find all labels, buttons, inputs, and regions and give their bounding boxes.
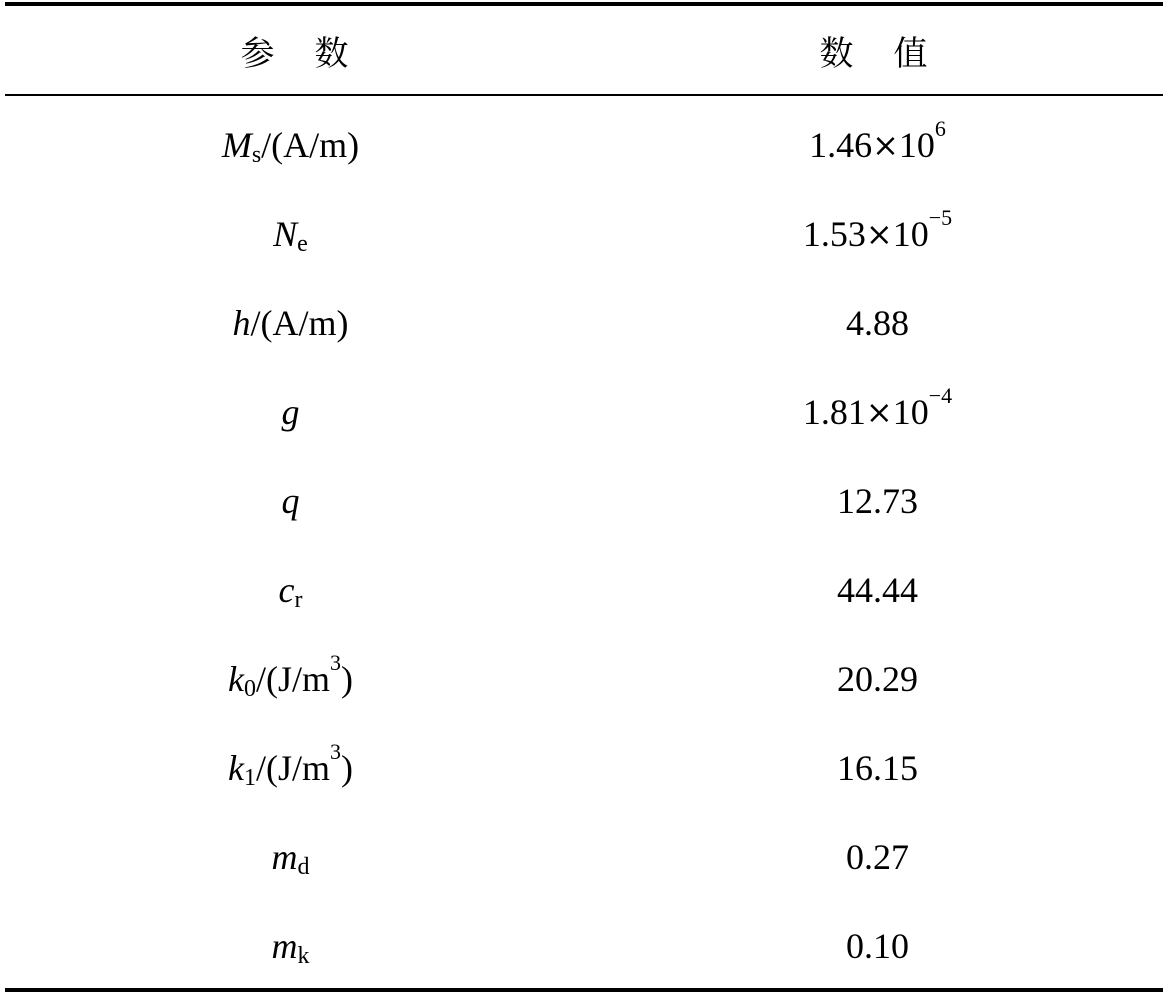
param-unit-close: )	[341, 658, 353, 699]
value-times-sign: ×	[865, 392, 893, 431]
param-subscript: r	[294, 586, 303, 613]
param-symbol: m	[271, 836, 298, 877]
param-unit-close: )	[341, 747, 353, 788]
value-mantissa: 4.88	[846, 302, 909, 343]
value-cell	[582, 189, 1163, 278]
param-subscript: k	[297, 942, 310, 969]
param-unit: /(A/m)	[250, 302, 349, 343]
param-unit-exponent: 3	[330, 738, 341, 764]
param-subscript: e	[297, 230, 308, 257]
param-unit: /(A/m)	[261, 124, 360, 165]
table-row	[5, 367, 1163, 456]
param-cell	[5, 367, 582, 456]
param-symbol: k	[228, 747, 244, 788]
value-cell	[582, 278, 1163, 367]
param-cell	[5, 456, 582, 545]
param-symbol: N	[273, 213, 298, 254]
param-unit-exponent: 3	[330, 649, 341, 675]
value-mantissa: 0.27	[846, 836, 909, 877]
param-cell	[5, 634, 582, 723]
value-exponent: 6	[934, 115, 946, 141]
value-cell	[582, 456, 1163, 545]
table-row	[5, 901, 1163, 990]
param-cell	[5, 723, 582, 812]
param-subscript: d	[297, 853, 310, 880]
param-symbol: k	[228, 658, 244, 699]
param-symbol: M	[221, 124, 252, 165]
header-row	[5, 6, 1163, 94]
value-cell	[582, 723, 1163, 812]
value-exponent: −5	[928, 204, 953, 230]
value-mantissa: 16.15	[837, 747, 918, 788]
header-rule	[5, 94, 1163, 96]
param-symbol: h	[232, 302, 251, 343]
value-times-sign: ×	[872, 125, 899, 164]
param-cell	[5, 189, 582, 278]
table-row	[5, 456, 1163, 545]
value-cell	[582, 901, 1163, 990]
param-subscript: 1	[243, 764, 256, 791]
value-exponent: −4	[928, 382, 953, 408]
value-base: 10	[892, 391, 929, 432]
parameter-table	[5, 0, 1163, 995]
value-base: 10	[898, 124, 935, 165]
table-row	[5, 634, 1163, 723]
param-symbol: c	[278, 569, 295, 610]
header-value: 数值	[819, 33, 968, 74]
param-cell	[5, 901, 582, 990]
header-param: 参数	[240, 33, 389, 74]
value-cell	[582, 100, 1163, 189]
param-cell	[5, 100, 582, 189]
value-mantissa: 20.29	[837, 658, 918, 699]
value-cell	[582, 545, 1163, 634]
param-subscript: s	[251, 141, 262, 168]
value-cell	[582, 634, 1163, 723]
table-row	[5, 189, 1163, 278]
value-cell	[582, 812, 1163, 901]
value-mantissa: 1.81	[802, 391, 866, 432]
param-cell	[5, 812, 582, 901]
value-times-sign: ×	[865, 214, 893, 253]
param-symbol: q	[281, 480, 300, 521]
param-subscript: 0	[243, 675, 256, 702]
table-row	[5, 812, 1163, 901]
param-unit: /(J/m	[255, 658, 330, 699]
table-row	[5, 278, 1163, 367]
param-symbol: g	[281, 391, 300, 432]
table-row	[5, 545, 1163, 634]
param-cell	[5, 545, 582, 634]
value-mantissa: 0.10	[846, 925, 909, 966]
param-symbol: m	[271, 925, 298, 966]
value-cell	[582, 367, 1163, 456]
table-body	[5, 100, 1163, 988]
table-row	[5, 723, 1163, 812]
value-mantissa: 44.44	[837, 569, 918, 610]
param-cell	[5, 278, 582, 367]
value-mantissa: 12.73	[837, 480, 918, 521]
value-mantissa: 1.46	[809, 124, 873, 165]
bottom-rule	[5, 988, 1163, 992]
table-row	[5, 100, 1163, 189]
value-mantissa: 1.53	[802, 213, 866, 254]
value-base: 10	[892, 213, 929, 254]
param-unit: /(J/m	[255, 747, 330, 788]
